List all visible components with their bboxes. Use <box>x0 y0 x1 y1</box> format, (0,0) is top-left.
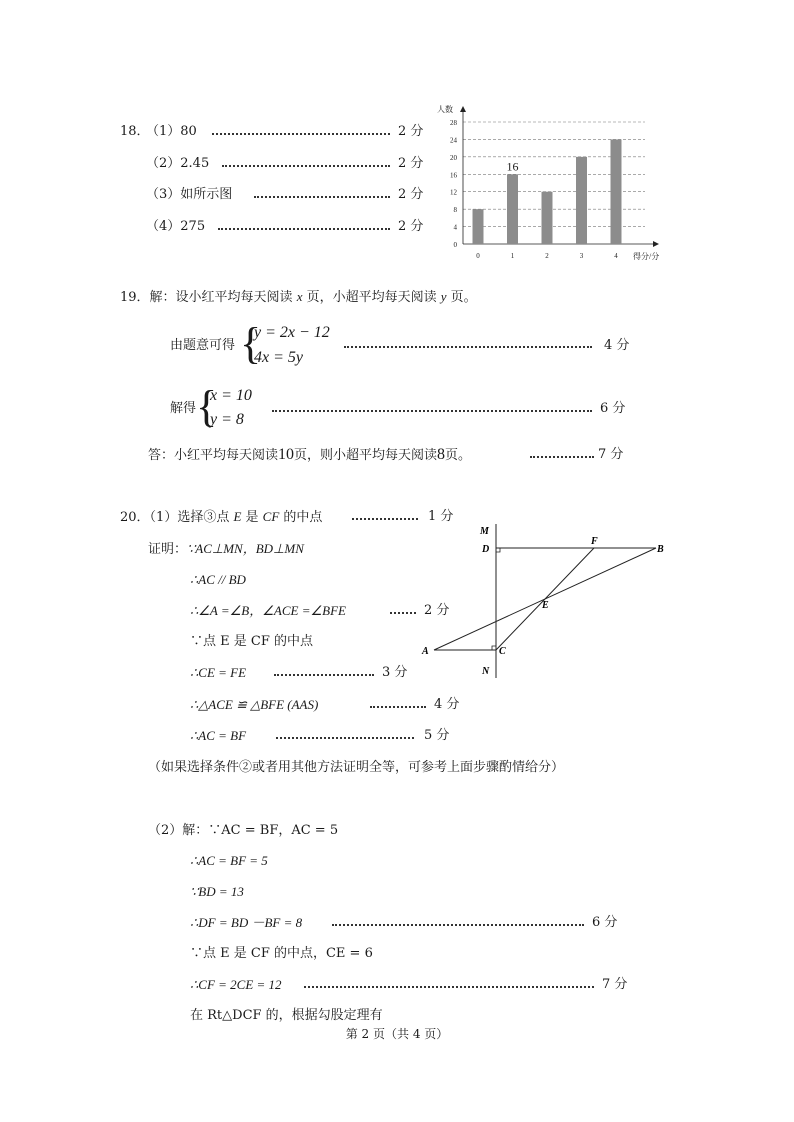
q20-score-7: 7 分 <box>602 977 628 992</box>
chart-y-tick-label: 4 <box>453 223 457 232</box>
label-F: F <box>591 536 598 547</box>
chart-bar <box>576 157 587 244</box>
q20-p5: ∴CE = FE <box>190 665 247 680</box>
label-D: D <box>482 544 490 555</box>
q19-var-y: y <box>440 289 447 304</box>
chart-y-tick-label: 24 <box>450 136 457 145</box>
q20-score-6: 6 分 <box>592 915 618 930</box>
leader-dots <box>222 163 390 167</box>
label-A: A <box>422 646 429 657</box>
q18-item-3: （3）如所示图 <box>146 187 233 202</box>
leader-dots <box>530 454 594 458</box>
left-brace-icon: { <box>240 319 262 368</box>
chart-x-axis-title: 得分/分 <box>633 252 660 261</box>
q20-s4: ∵点 E 是 CF 的中点，CE = 6 <box>190 946 373 961</box>
q19-score-1: 4 分 <box>604 338 630 353</box>
chart-y-tick-label: 0 <box>453 241 457 249</box>
q20-s5: ∴CF = 2CE = 12 <box>190 977 282 992</box>
leader-dots <box>344 344 592 348</box>
leader-dots <box>332 922 584 926</box>
q19-intro <box>120 288 477 307</box>
chart-x-tick-label: 3 <box>579 252 584 260</box>
label-E: E <box>542 600 549 611</box>
q20-head-CF: CF <box>262 509 280 524</box>
right-angle-d-icon <box>496 548 500 552</box>
chart-x-tick-label: 4 <box>614 252 618 260</box>
q20-score-3: 3 分 <box>382 665 408 680</box>
chart-bar <box>473 209 484 244</box>
label-M: M <box>480 526 489 537</box>
q19-number: 19． <box>120 290 150 305</box>
q18-number: 18． <box>120 124 150 139</box>
q20-p3: ∴∠A =∠B，∠ACE =∠BFE <box>190 603 346 618</box>
q20-head-c: 的中点 <box>279 510 323 525</box>
q20-p1: ∵AC⊥MN，BD⊥MN <box>187 541 304 556</box>
chart-data-label: 16 <box>506 159 519 174</box>
q20-score-2: 2 分 <box>424 603 450 618</box>
q20-proof-label: 证明： <box>148 542 188 557</box>
q19-system1-label: 由题意可得 <box>170 338 236 353</box>
q18-score-3: 2 分 <box>398 187 424 202</box>
q19-system1-eq1: y = 2x − 12 <box>254 324 330 341</box>
q18-score-1: 2 分 <box>398 124 424 139</box>
chart-y-axis-arrow-icon <box>460 106 466 112</box>
q19-intro-end: 页。 <box>446 290 477 305</box>
q19-system2-eq2: y = 8 <box>210 411 244 428</box>
q20-p4: ∵点 E 是 CF 的中点 <box>190 634 313 649</box>
q19-answer-b: 页，则小超平均每天阅读 <box>294 448 438 463</box>
leader-dots <box>272 408 592 412</box>
chart-bar <box>542 192 553 244</box>
chart-y-tick-label: 12 <box>450 188 457 197</box>
leader-dots <box>212 131 390 135</box>
q20-score-5: 5 分 <box>424 728 450 743</box>
q20-s3: ∴DF = BD －BF = 8 <box>190 915 303 930</box>
chart-y-tick-label: 8 <box>453 206 457 215</box>
q19-answer <box>148 446 471 465</box>
chart-bar <box>611 139 622 244</box>
label-N: N <box>482 666 490 677</box>
leader-dots <box>390 610 416 614</box>
chart-y-tick-label: 16 <box>450 171 457 180</box>
chart-x-tick-label: 0 <box>476 252 480 260</box>
q19-system2-eq1: x = 10 <box>210 387 252 404</box>
q20-p2: ∴AC // BD <box>190 572 246 587</box>
chart-x-tick-label: 1 <box>510 252 515 260</box>
q19-var-x: x <box>296 289 303 304</box>
q20-number: 20． <box>120 510 150 525</box>
q20-head-E: E <box>233 509 242 524</box>
leader-dots <box>276 735 414 739</box>
q20-p7: ∴AC = BF <box>190 728 247 743</box>
q20-proof-line1 <box>148 540 304 559</box>
q20-score-1: 1 分 <box>428 509 454 524</box>
label-B: B <box>657 544 664 555</box>
q20-p6: ∴△ACE ≌ △BFE (AAS) <box>190 697 319 712</box>
chart-x-tick-label: 2 <box>545 252 549 260</box>
q18-score-2: 2 分 <box>398 156 424 171</box>
q19-answer-c: 页。 <box>445 448 472 463</box>
right-angle-c-icon <box>492 646 496 650</box>
chart-y-tick-label: 20 <box>450 153 457 162</box>
q18-item-2: （2）2.45 <box>146 156 210 171</box>
q20-s1: ∴AC = BF = 5 <box>190 853 268 868</box>
leader-dots <box>370 704 426 708</box>
q19-score-2: 6 分 <box>600 401 626 416</box>
q19-system2-label: 解得 <box>170 401 197 416</box>
q20-part2-head: （2）解：∵AC = BF，AC = 5 <box>148 823 339 838</box>
q20-head-b: 是 <box>241 510 263 525</box>
q20-part1-head <box>120 508 322 527</box>
q20-s6: 在 Rt△DCF 的，根据勾股定理有 <box>190 1008 383 1023</box>
chart-y-axis-title: 人数 <box>437 105 453 114</box>
q20-s2: ∵BD = 13 <box>190 884 244 899</box>
leader-dots <box>352 516 418 520</box>
q18-score-4: 2 分 <box>398 219 424 234</box>
q19-answer-n1: 10 <box>278 446 295 463</box>
q20-score-4: 4 分 <box>434 697 460 712</box>
q19-intro-text: 解：设小红平均每天阅读 <box>149 290 293 305</box>
q19-system1-eq2: 4x = 5y <box>254 349 303 366</box>
q18-item-4: （4）275 <box>146 219 206 234</box>
chart-x-axis-arrow-icon <box>653 241 659 247</box>
leader-dots <box>254 194 390 198</box>
q20-head-a: （1）选择③点 <box>149 510 234 525</box>
q20-geometry-diagram <box>420 520 680 680</box>
q20-note: （如果选择条件②或者用其他方法证明全等，可参考上面步骤酌情给分） <box>148 760 565 775</box>
leader-dots <box>304 984 594 988</box>
page-footer: 第 2 页（共 4 页） <box>345 1027 449 1041</box>
q19-answer-a: 答：小红平均每天阅读 <box>148 448 279 463</box>
q18-bar-chart <box>428 98 668 266</box>
q19-intro-mid: 页，小超平均每天阅读 <box>302 290 441 305</box>
line-cf <box>496 548 594 650</box>
q19-score-3: 7 分 <box>598 447 624 462</box>
leader-dots <box>274 672 374 676</box>
q18-item-1: （1）80 <box>146 124 197 139</box>
left-brace-icon: { <box>196 382 218 431</box>
chart-y-tick-label: 28 <box>450 119 457 127</box>
q19-answer-n2: 8 <box>437 446 446 463</box>
chart-bar <box>507 174 518 244</box>
leader-dots <box>218 226 390 230</box>
label-C: C <box>499 646 506 657</box>
